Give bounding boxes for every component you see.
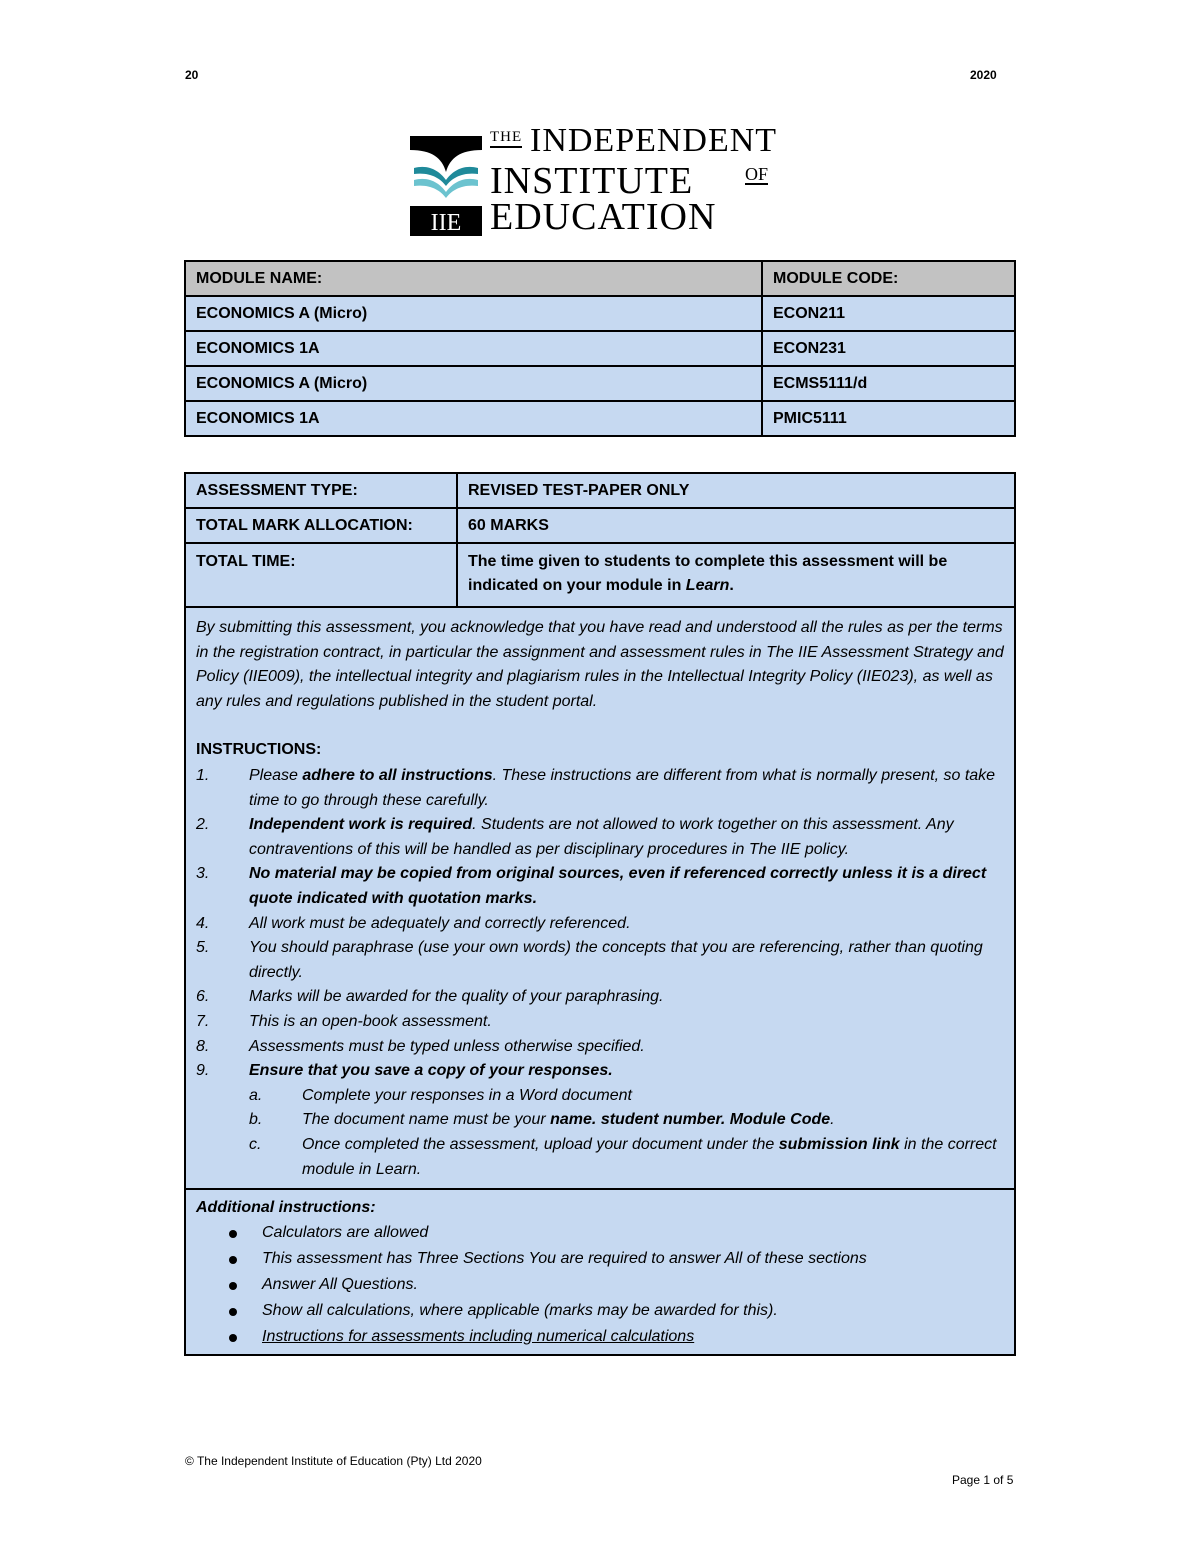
list-number: 8. — [196, 1037, 210, 1055]
list-number: 5. — [196, 939, 210, 957]
assessment-table — [184, 472, 1016, 1356]
list-item: Calculators are allowed — [196, 1220, 1004, 1246]
footer-copyright: © The Independent Institute of Education (Pty) Ltd 2020 — [185, 1454, 482, 1468]
logo-education: EDUCATION — [490, 196, 717, 238]
bullet-icon — [229, 1334, 237, 1342]
list-item: Show all calculations, where applicable (marks may be awarded for this). — [196, 1298, 1004, 1324]
additional-instructions-list — [196, 1220, 1004, 1350]
assessment-type-value: REVISED TEST-PAPER ONLY — [457, 473, 1015, 508]
module-name-cell: ECONOMICS A (Micro) — [185, 366, 762, 401]
logo-mark-icon — [410, 128, 482, 236]
total-time-row — [185, 543, 1015, 607]
bullet-icon — [229, 1308, 237, 1316]
module-table — [184, 260, 1016, 437]
instructions-list — [196, 764, 1004, 1182]
list-item: 2. Independent work is required. Students are not allowed to work together on this assessment. Any contraventions of this will be handled as per disciplinary procedures in The IIE policy. — [196, 813, 1004, 862]
additional-instructions-cell — [185, 1189, 1015, 1355]
list-number: 2. — [196, 816, 210, 834]
footer-page-number: Page 1 of 5 — [952, 1473, 1014, 1487]
list-item: Instructions for assessments including numerical calculations — [196, 1324, 1004, 1350]
list-item: 8. Assessments must be typed unless otherwise specified. — [196, 1035, 1004, 1060]
sub-instructions-list — [196, 1084, 1004, 1182]
bullet-icon — [229, 1230, 237, 1238]
list-item: 7. This is an open-book assessment. — [196, 1010, 1004, 1035]
module-code-cell: PMIC5111 — [762, 401, 1015, 436]
total-time-value: The time given to students to complete this assessment will be indicated on your module in Learn. — [457, 543, 1015, 607]
list-number: b. — [249, 1111, 263, 1129]
list-item: This assessment has Three Sections You are required to answer All of these sections — [196, 1246, 1004, 1272]
total-time-label: TOTAL TIME: — [185, 543, 457, 607]
instructions-row — [185, 607, 1015, 1189]
module-code-cell: ECMS5111/d — [762, 366, 1015, 401]
module-code-header: MODULE CODE: — [762, 261, 1015, 296]
list-number: 3. — [196, 865, 210, 883]
total-marks-label: TOTAL MARK ALLOCATION: — [185, 508, 457, 543]
total-marks-value: 60 MARKS — [457, 508, 1015, 543]
list-item: 3. No material may be copied from original sources, even if referenced correctly unless it is a direct quote indicated with quotation marks. — [196, 862, 1004, 911]
logo-institute: INSTITUTE — [490, 160, 694, 202]
declaration-text: By submitting this assessment, you acknowledge that you have read and understood all the rules as per the terms in the registration contract, in particular the assignment and assessment rules in The IIE Assessment Strategy and Policy (IIE009), the intellectual integrity and plagiarism rules in the Intellectual Integrity Policy (IIE023), as well as any rules and regulations published in the student portal. — [196, 619, 1004, 710]
list-item: 1. Please adhere to all instructions. These instructions are different from what is normally present, so take time to go through these carefully. — [196, 764, 1004, 813]
header-left-text: 20 — [185, 68, 199, 82]
module-code-cell: ECON211 — [762, 296, 1015, 331]
list-item: 6. Marks will be awarded for the quality of your paraphrasing. — [196, 985, 1004, 1010]
list-number: 9. — [196, 1062, 210, 1080]
instructions-cell — [185, 607, 1015, 1189]
list-item: a. Complete your responses in a Word document — [249, 1084, 1004, 1109]
list-number: 1. — [196, 767, 210, 784]
assessment-type-row — [185, 473, 1015, 508]
table-row — [185, 331, 1015, 366]
bullet-icon — [229, 1256, 237, 1264]
total-marks-row — [185, 508, 1015, 543]
bullet-icon — [229, 1282, 237, 1290]
logo-independent: INDEPENDENT — [530, 122, 778, 159]
list-number: a. — [249, 1086, 263, 1104]
list-number: 6. — [196, 988, 210, 1006]
module-name-header: MODULE NAME: — [185, 261, 762, 296]
module-name-cell: ECONOMICS A (Micro) — [185, 296, 762, 331]
instructions-title: INSTRUCTIONS: — [196, 741, 322, 758]
list-item: c. Once completed the assessment, upload your document under the submission link in the correct module in Learn. — [249, 1133, 1004, 1182]
additional-instructions-row — [185, 1189, 1015, 1355]
list-item: 9. Ensure that you save a copy of your responses. a. Complete your responses in a Word document b. The document name must be your name. student number. Module Code. c. Once completed the assessment, upload your document under the submission link in the correct module in Learn. — [196, 1059, 1004, 1182]
logo-of: OF — [745, 164, 769, 184]
module-name-cell: ECONOMICS 1A — [185, 331, 762, 366]
additional-instructions-title: Additional instructions: — [196, 1199, 376, 1217]
list-number: 4. — [196, 914, 210, 932]
table-row — [185, 401, 1015, 436]
module-table-header — [185, 261, 1015, 296]
logo-the: THE — [490, 130, 522, 148]
list-number: c. — [249, 1135, 262, 1153]
list-item: b. The document name must be your name. student number. Module Code. — [249, 1108, 1004, 1133]
header-right-text: 2020 — [970, 68, 997, 82]
logo-mark-text: IIE — [430, 210, 462, 236]
iie-logo — [410, 122, 790, 238]
module-name-cell: ECONOMICS 1A — [185, 401, 762, 436]
table-row — [185, 366, 1015, 401]
list-item: 4. All work must be adequately and correctly referenced. — [196, 912, 1004, 937]
list-item: 5. You should paraphrase (use your own words) the concepts that you are referencing, rather than quoting directly. — [196, 936, 1004, 985]
list-number: 7. — [196, 1012, 210, 1030]
list-item: Answer All Questions. — [196, 1272, 1004, 1298]
module-code-cell: ECON231 — [762, 331, 1015, 366]
assessment-type-label: ASSESSMENT TYPE: — [185, 473, 457, 508]
table-row — [185, 296, 1015, 331]
